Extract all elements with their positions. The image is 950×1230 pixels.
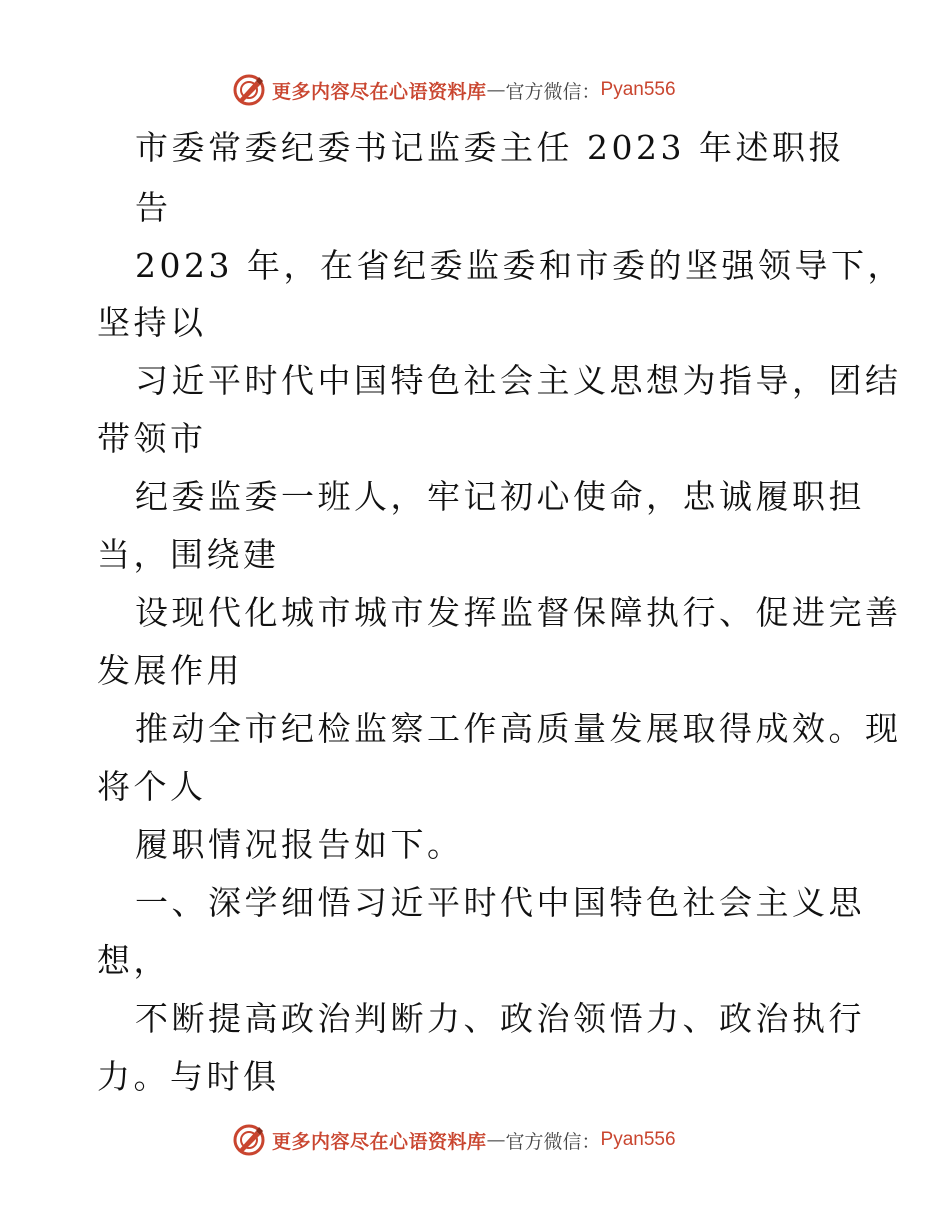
paragraph-line: 履职情况报告如下。 [135,825,464,864]
section-heading-line-2: 想， [97,941,170,980]
pen-circle-logo-icon [232,73,266,107]
watermark-dash: — [486,79,506,101]
watermark-dash: — [486,1129,506,1151]
paragraph-line: 当，围绕建 [97,535,280,574]
section-heading-line-1: 一、深学细悟习近平时代中国特色社会主义思 [135,883,865,922]
header-watermark [232,72,676,108]
footer-watermark [232,1122,676,1158]
pen-circle-logo-icon [232,1123,266,1157]
paragraph-line: 推动全市纪检监察工作高质量发展取得成效。现 [135,709,902,748]
paragraph-line: 习近平时代中国特色社会主义思想为指导，团结 [135,361,902,400]
paragraph-line: 将个人 [97,767,207,806]
watermark-contact-id: Pyan556 [600,1129,676,1150]
watermark-text: 更多内容尽在心语资料库 [272,80,487,103]
watermark-text: 更多内容尽在心语资料库 [272,1130,487,1153]
document-title-line-1: 市委常委纪委书记监委主任 2023 年述职报 [135,128,845,167]
paragraph-line: 设现代化城市城市发挥监督保障执行、促进完善 [135,593,902,632]
paragraph-line: 2023 年，在省纪委监委和市委的坚强领导下， [135,246,904,285]
paragraph-line: 带领市 [97,419,207,458]
paragraph-line: 发展作用 [97,651,243,690]
document-title-line-2: 告 [135,188,172,227]
paragraph-line: 不断提高政治判断力、政治领悟力、政治执行 [135,999,865,1038]
paragraph-line: 力。与时俱 [97,1057,280,1096]
paragraph-line: 坚持以 [97,303,207,342]
watermark-contact-label: 官方微信： [505,80,601,103]
paragraph-line: 纪委监委一班人，牢记初心使命，忠诚履职担 [135,477,865,516]
watermark-contact-id: Pyan556 [600,79,676,100]
watermark-contact-label: 官方微信： [505,1130,601,1153]
